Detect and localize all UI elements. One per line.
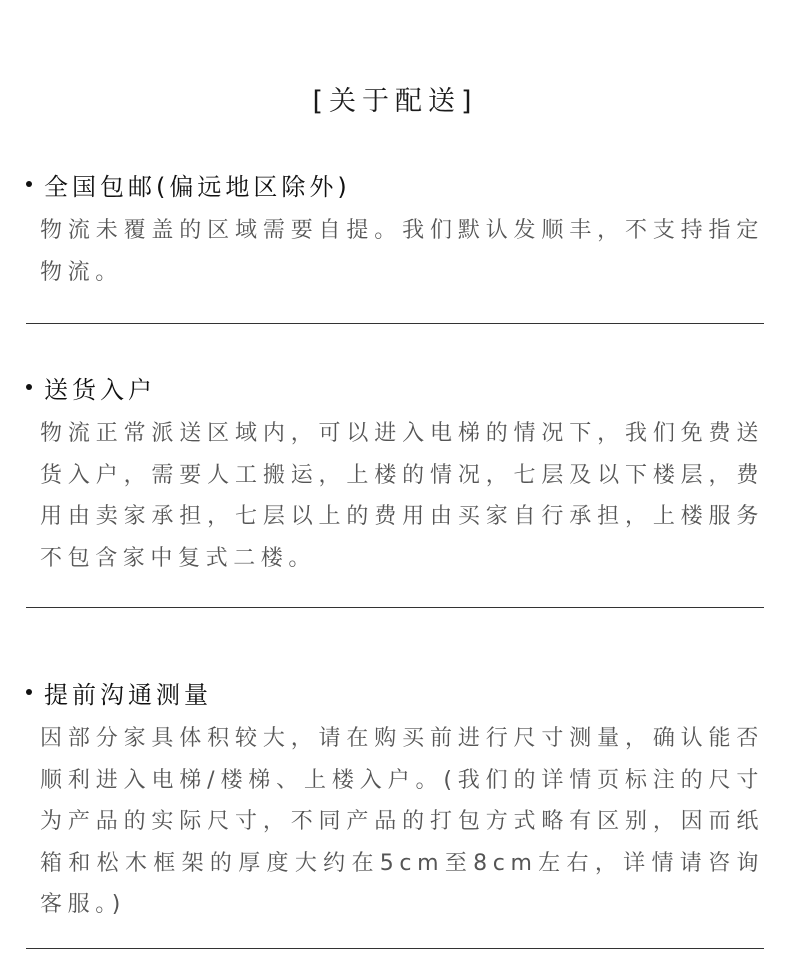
page-title: [关于配送] [312,86,478,117]
section-nationwide-shipping [26,170,764,293]
section-measurement [26,678,764,926]
section-body: 物流正常派送区域内，可以进入电梯的情况下，我们免费送货入户，需要人工搬运，上楼的情况，七层及以下楼层，费用由卖家承担，七层以上的费用由买家自行承担，上楼服务不包含家中复式二楼。 [40,421,764,571]
divider [26,607,764,608]
section-heading-text: 全国包邮(偏远地区除外) [44,173,351,201]
bullet-icon [26,689,32,695]
section-heading-text: 送货入户 [44,376,156,404]
section-body: 物流未覆盖的区域需要自提。我们默认发顺丰，不支持指定物流。 [40,218,764,285]
section-heading-text: 提前沟通测量 [44,681,212,709]
section-heading [26,170,764,204]
section-body: 因部分家具体积较大，请在购买前进行尺寸测量，确认能否顺利进入电梯/楼梯、上楼入户。(我们的详情页标注的尺寸为产品的实际尺寸，不同产品的打包方式略有区别，因而纸箱和松木框架的厚度大约在5cm至8cm左右，详情请咨询客服。) [40,726,764,917]
section-heading [26,373,764,407]
bullet-icon [26,384,32,390]
bullet-icon [26,181,32,187]
divider [26,948,764,949]
section-heading [26,678,764,712]
section-home-delivery [26,373,764,579]
divider [26,323,764,324]
